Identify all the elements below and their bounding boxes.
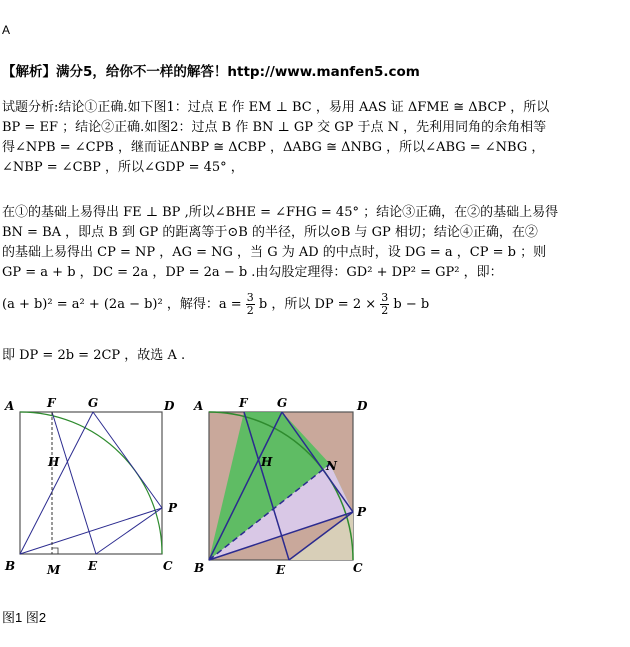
fig2-label-F: F [239, 396, 248, 410]
fig1-line-BG [20, 412, 93, 554]
p1-line-1: 试题分析:结论①正确.如下图1：过点 E 作 EM ⊥ BC ，易用 AAS 证 ΔFME ≅ ΔBCP ，所以 [2, 100, 550, 115]
figure-1 [4, 396, 178, 577]
answer-letter: A [2, 23, 11, 37]
fig1-label-F: F [47, 396, 56, 410]
fig2-label-D: D [357, 399, 368, 413]
fig1-line-GP [93, 412, 162, 508]
fig2-label-B: B [194, 561, 205, 575]
figures [0, 390, 630, 605]
fig1-label-M: M [47, 563, 61, 577]
fig1-arc [20, 412, 162, 554]
fig1-line-FE [52, 412, 96, 554]
fig1-label-G: G [88, 396, 99, 410]
fig1-label-H: H [48, 455, 60, 469]
equation-part-2: b ，所以 DP = 2 × [258, 297, 377, 312]
fig2-label-H: H [261, 455, 273, 469]
fig1-label-D: D [164, 399, 175, 413]
analysis-title: 【解析】满分5，给你不一样的解答！http://www.manfen5.com [2, 64, 420, 80]
p2-line-2: BN = BA ，即点 B 到 GP 的距离等于⊙B 的半径，所以⊙B 与 GP 相切；结论④正确，在② [2, 225, 538, 240]
fig2-label-N: N [326, 459, 337, 473]
fraction-2: $\frac{3}{2}$ [381, 291, 389, 317]
fig1-label-P: P [168, 501, 178, 515]
fig2-label-P: P [357, 505, 367, 519]
p1-line-3: 得∠NPB = ∠CPB ，继而证ΔNBP ≅ ΔCBP ，ΔABG ≅ ΔNBG ，所以∠ABG = ∠NBG ， [2, 140, 545, 155]
fig1-label-A: A [5, 399, 15, 413]
p2-line-4: GP = a + b ，DC = 2a ，DP = 2a − b .由勾股定理得：GD² + DP² = GP² ，即： [2, 265, 503, 280]
fig2-label-G: G [277, 396, 288, 410]
p1-line-2: BP = EF ；结论②正确.如图2：过点 B 作 BN ⊥ GP 交 GP 于点 N ，先利用同角的余角相等 [2, 120, 547, 135]
fig1-line-EP [96, 508, 162, 554]
equation-part-3: b − b [393, 297, 430, 312]
fig1-square [20, 412, 162, 554]
fig1-label-B: B [5, 559, 16, 573]
figure-caption: 图1 图2 [2, 610, 47, 625]
fig1-label-C: C [163, 559, 173, 573]
fraction-1: $\frac{3}{2}$ [246, 291, 254, 317]
p2-line-1: 在①的基础上易得出 FE ⊥ BP ,所以∠BHE = ∠FHG = 45° ；结论③正确，在②的基础上易得 [2, 205, 559, 220]
figure-2 [193, 396, 368, 577]
p2-line-3: 的基础上易得出 CP = NP ，AG = NG ，当 G 为 AD 的中点时，设 DG = a ，CP = b ；则 [2, 245, 547, 260]
p1-line-4: ∠NBP = ∠CBP ，所以∠GDP = 45° ， [2, 160, 244, 175]
fig1-line-BP [20, 508, 162, 554]
equation-part-1: (a + b)² = a² + (2a − b)² ，解得：a = [2, 297, 242, 312]
fig2-label-C: C [353, 561, 363, 575]
fig1-right-angle-mark [52, 548, 58, 554]
fig2-label-E: E [276, 563, 286, 577]
conclusion: 即 DP = 2b = 2CP ，故选 A . [2, 348, 186, 363]
fig2-label-A: A [194, 399, 204, 413]
fig1-label-E: E [88, 559, 98, 573]
p2-line-5 [2, 292, 429, 317]
